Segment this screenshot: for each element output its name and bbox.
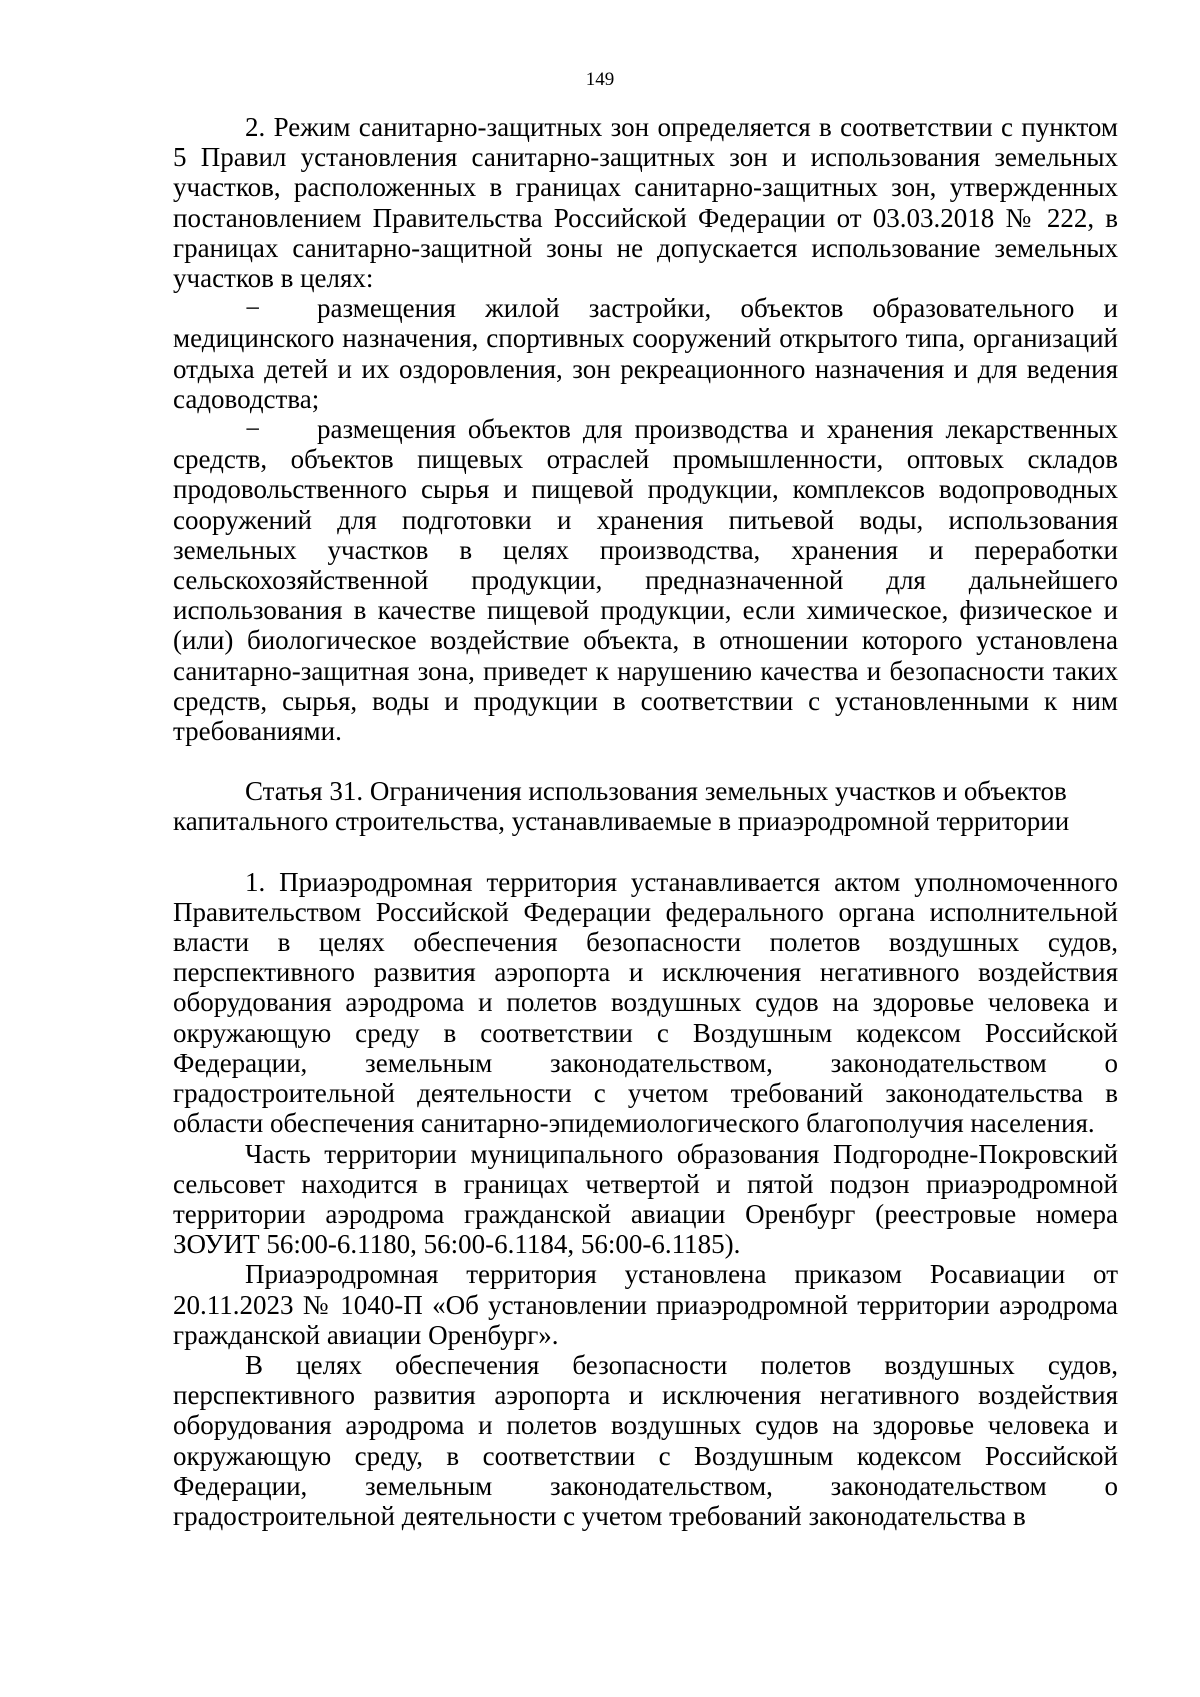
dash-bullet: − <box>245 414 261 445</box>
article-31-heading: Статья 31. Ограничения использования земельных участков и объектов капитального строительства, устанавливаемые в приаэродромной территории <box>173 776 1070 837</box>
restriction-item-text: размещения жилой застройки, объектов образовательного и медицинского назначения, спортивных сооружений открытого типа, организаций отдыха детей и их оздоровления, зон рекреационного назначения и для ведения садоводства; <box>173 293 1118 414</box>
section-gap <box>173 746 1118 776</box>
document-body <box>173 112 1118 1531</box>
restriction-item-1 <box>173 293 1118 414</box>
restriction-item-2 <box>173 414 1118 746</box>
article-31-paragraph-3: Приаэродромная территория установлена приказом Росавиации от 20.11.2023 № 1040-П «Об установлении приаэродромной территории аэродрома гражданской авиации Оренбург». <box>173 1259 1118 1350</box>
section-gap <box>173 837 1118 867</box>
restriction-item-text: размещения объектов для производства и хранения лекарственных средств, объектов пищевых отраслей промышленности, оптовых складов продовольственного сырья и пищевой продукции, комплексов водопроводных сооружений для подготовки и хранения питьевой воды, использования земельных участков в целях производства, хранения и переработки сельскохозяйственной продукции, предназначенной для дальнейшего использования в качестве пищевой продукции, если химическое, физическое и (или) биологическое воздействие объекта, в отношении которого установлена санитарно-защитная зона, приведет к нарушению качества и безопасности таких средств, сырья, воды и продукции в соответствии с установленными к ним требованиями. <box>173 414 1118 747</box>
page-number: 149 <box>585 69 615 90</box>
dash-bullet: − <box>245 293 261 324</box>
article-31-paragraph-1: 1. Приаэродромная территория устанавливается актом уполномоченного Правительством Российской Федерации федерального органа исполнительной власти в целях обеспечения безопасности полетов воздушных судов, перспективного развития аэропорта и исключения негативного воздействия оборудования аэродрома и полетов воздушных судов на здоровье человека и окружающую среду в соответствии с Воздушным кодексом Российской Федерации, земельным законодательством, законодательством о градостроительной деятельности с учетом требований законодательства в области обеспечения санитарно-эпидемиологического благополучия населения. <box>173 866 1118 1139</box>
article-31-paragraph-4: В целях обеспечения безопасности полетов воздушных судов, перспективного развития аэропорта и исключения негативного воздействия оборудования аэродрома и полетов воздушных судов на здоровье человека и окружающую среду, в соответствии с Воздушным кодексом Российской Федерации, земельным законодательством, законодательством о градостроительной деятельности с учетом требований законодательства в <box>173 1349 1118 1531</box>
zone-regime-intro: 2. Режим санитарно-защитных зон определяется в соответствии с пунктом 5 Правил установления санитарно-защитных зон и использования земельных участков, расположенных в границах санитарно-защитных зон, утвержденных постановлением Правительства Российской Федерации от 03.03.2018 № 222, в границах санитарно-защитной зоны не допускается использование земельных участков в целях: <box>173 112 1118 294</box>
article-31-paragraph-2: Часть территории муниципального образования Подгородне-Покровский сельсовет находится в границах четвертой и пятой подзон приаэродромной территории аэродрома гражданской авиации Оренбург (реестровые номера ЗОУИТ 56:00-6.1180, 56:00-6.1184, 56:00-6.1185). <box>173 1138 1118 1260</box>
